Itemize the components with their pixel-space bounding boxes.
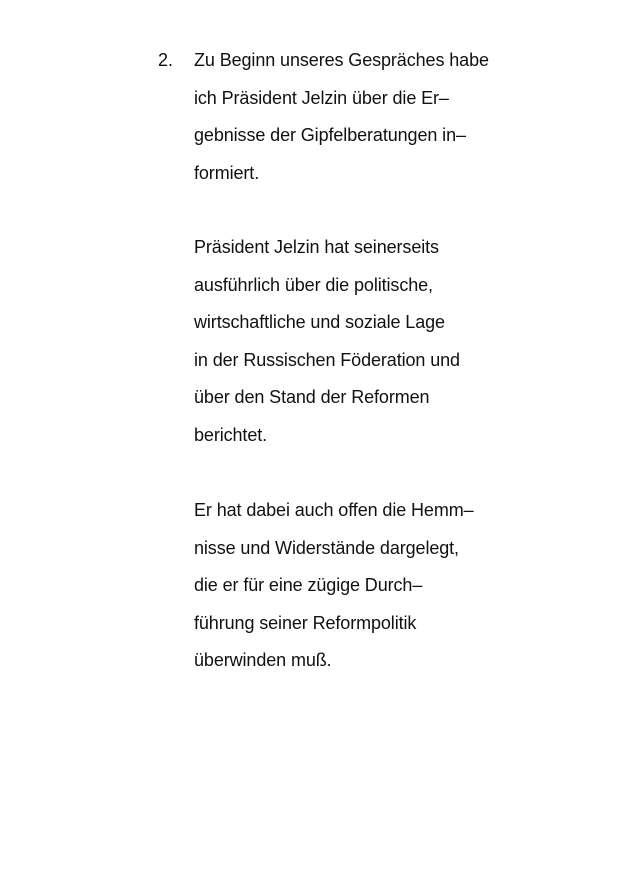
text-line: Er hat dabei auch offen die Hemm– [194, 500, 474, 520]
text-line: gebnisse der Gipfelberatungen in– [194, 125, 466, 146]
text-line: ich Präsident Jelzin über die Er– [194, 87, 449, 108]
text-line: über den Stand der Reformen [194, 387, 430, 408]
item-number: 2. [158, 50, 174, 70]
paragraph-1 [194, 42, 614, 192]
text-line: Zu Beginn unseres Gespräches habe [194, 50, 489, 70]
text-line: überwinden muß. [194, 650, 332, 671]
text-line: führung seiner Reformpolitik [194, 612, 417, 633]
text-line: ausführlich über die politische, [194, 274, 433, 295]
paragraph-2 [194, 229, 614, 455]
text-line: Präsident Jelzin hat seinerseits [194, 237, 439, 257]
text-line: nisse und Widerstände dargelegt, [194, 537, 459, 558]
text-line: die er für eine zügige Durch– [194, 575, 423, 596]
text-line: in der Russischen Föderation und [194, 349, 460, 370]
text-line: formiert. [194, 162, 260, 183]
text-line: berichtet. [194, 424, 268, 445]
paragraph-3 [194, 492, 614, 680]
text-line: wirtschaftliche und soziale Lage [194, 312, 445, 333]
